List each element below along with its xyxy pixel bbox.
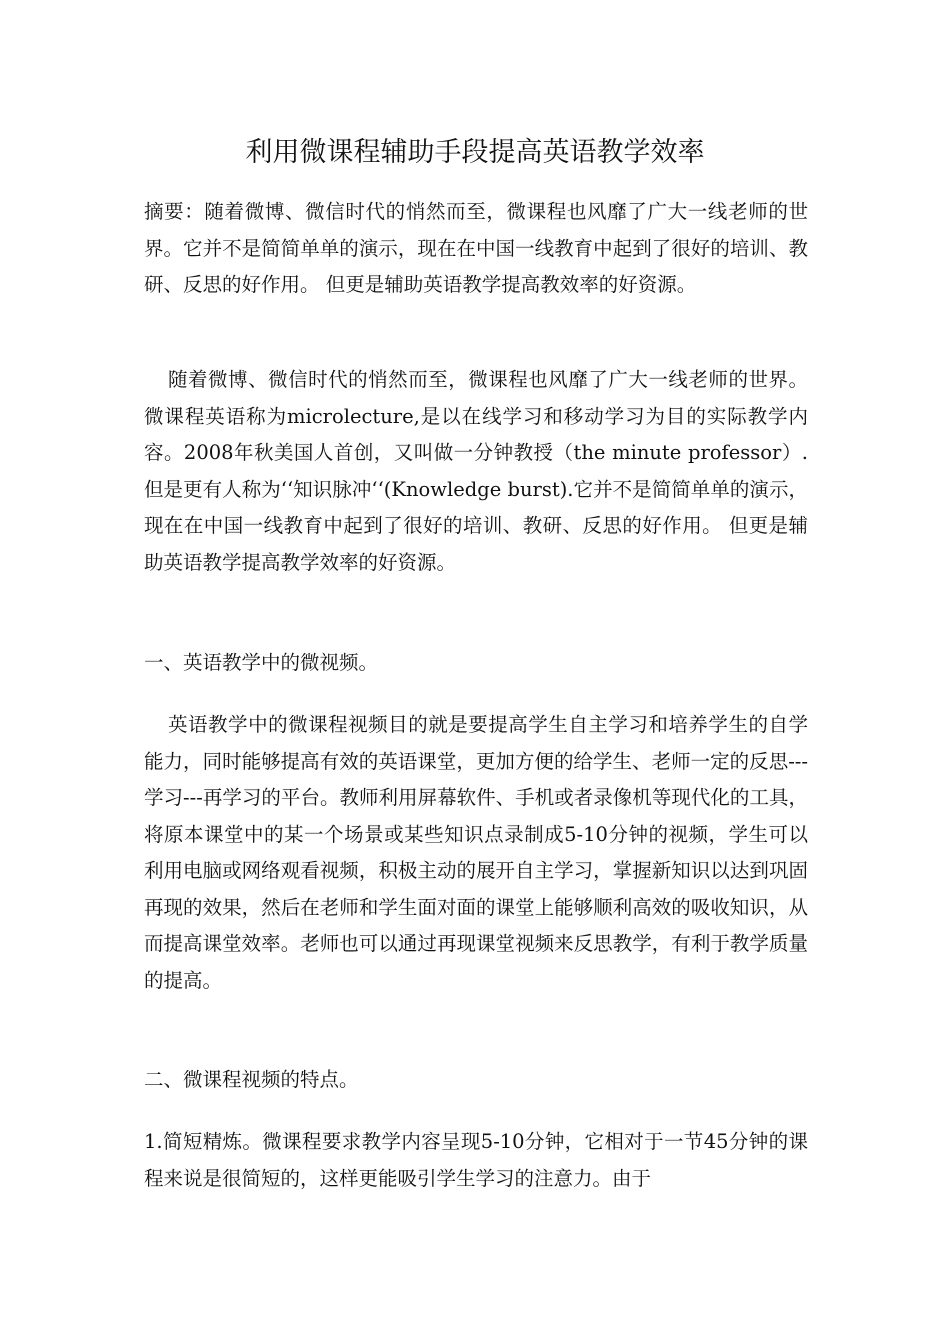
- section-heading-1: 一、英语教学中的微视频。: [144, 651, 379, 674]
- brief-feature-paragraph: 1.简短精炼。微课程要求教学内容呈现5-10分钟，它相对于一节45分钟的课程来说是很简短的，这样更能吸引学生学习的注意力。由于: [144, 1130, 808, 1190]
- document-title: 利用微课程辅助手段提高英语教学效率: [245, 137, 705, 168]
- micro-video-paragraph: 英语教学中的微课程视频目的就是要提高学生自主学习和培养学生的自学能力，同时能够提高有效的英语课堂，更加方便的给学生、老师一定的反思---学习---再学习的平台。教师利用屏幕软件、手机或者录像机等现代化的工具，将原本课堂中的某一个场景或某些知识点录制成5-10分钟的视频，学生可以利用电脑或网络观看视频，积极主动的展开自主学习，掌握新知识以达到巩固再现的效果，然后在老师和学生面对面的课堂上能够顺利高效的吸收知识，从而提高课堂效率。老师也可以通过再现课堂视频来反思教学，有利于教学质量的提高。: [144, 713, 808, 992]
- section-heading-2: 二、微课程视频的特点。: [144, 1068, 359, 1091]
- abstract-paragraph: 摘要：随着微博、微信时代的悄然而至，微课程也风靡了广大一线老师的世界。它并不是简简单单的演示，现在在中国一线教育中起到了很好的培训、教研、反思的好作用。 但更是辅助英语教学提高教效率的好资源。: [144, 200, 808, 296]
- intro-paragraph: 随着微博、微信时代的悄然而至，微课程也风靡了广大一线老师的世界。微课程英语称为microlecture,是以在线学习和移动学习为目的实际教学内容。2008年秋美国人首创，又叫做一分钟教授（the minute professor）.但是更有人称为‘‘知识脉冲‘‘(Knowledge burst).它并不是简简单单的演示，现在在中国一线教育中起到了很好的培训、教研、反思的好作用。 但更是辅助英语教学提高教学效率的好资源。: [144, 368, 808, 574]
